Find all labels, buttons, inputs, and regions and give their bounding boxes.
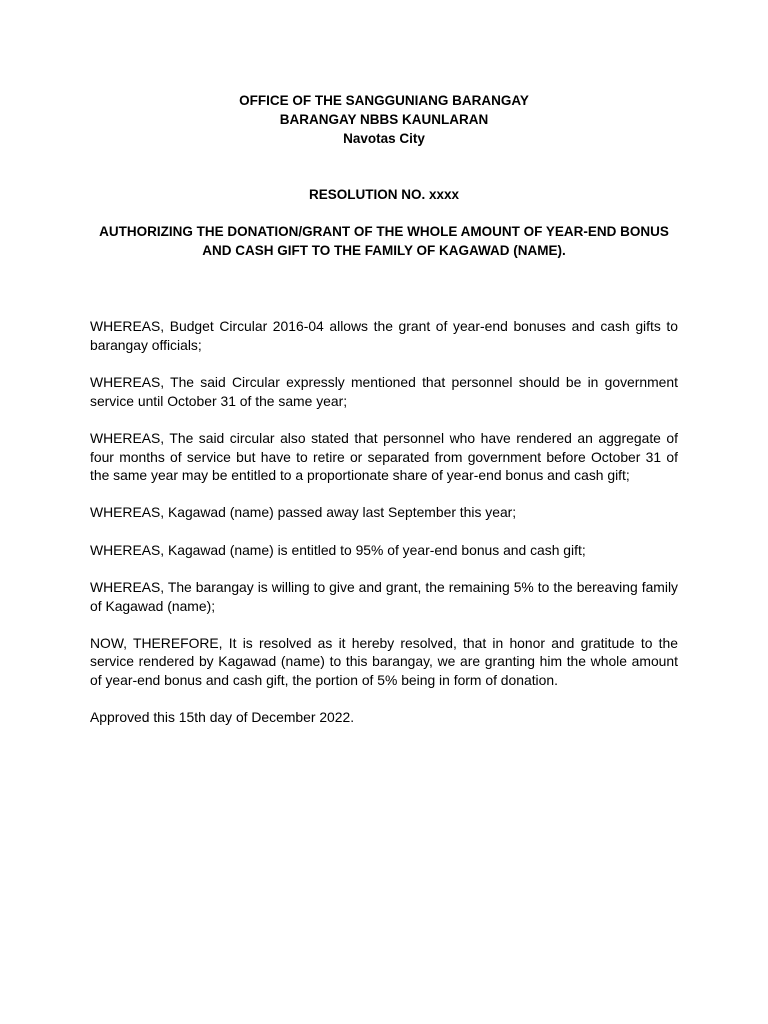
whereas-paragraph-4: WHEREAS, Kagawad (name) passed away last September this year; <box>90 504 517 521</box>
whereas-paragraph-3: WHEREAS, The said circular also stated that personnel who have rendered an aggregate of four months of service but have to retire or separated from government before October 31 of the same year may be entitled to a proportionate share of year-end bonus and cash gift; <box>90 429 678 484</box>
whereas-paragraph-2: WHEREAS, The said Circular expressly mentioned that personnel should be in government service until October 31 of the same year; <box>90 373 678 409</box>
resolution-title <box>90 222 678 260</box>
barangay-name: BARANGAY NBBS KAUNLARAN <box>279 112 489 127</box>
resolution-body <box>90 317 678 746</box>
resolution-title-line-1: AUTHORIZING THE DONATION/GRANT OF THE WHOLE AMOUNT OF YEAR-END BONUS <box>99 224 669 239</box>
resolved-paragraph: NOW, THEREFORE, It is resolved as it hereby resolved, that in honor and gratitude to the service rendered by Kagawad (name) to this barangay, we are granting him the whole amount of year-end bonus and cash gift, the portion of 5% being in form of donation. <box>90 634 678 689</box>
resolution-number: RESOLUTION NO. xxxx <box>308 187 460 202</box>
document-header <box>90 91 678 148</box>
approval-date: Approved this 15th day of December 2022. <box>90 709 355 726</box>
city-name: Navotas City <box>343 131 425 146</box>
resolution-title-line-2: AND CASH GIFT TO THE FAMILY OF KAGAWAD (NAME). <box>202 243 566 258</box>
office-name: OFFICE OF THE SANGGUNIANG BARANGAY <box>239 93 529 108</box>
whereas-paragraph-5: WHEREAS, Kagawad (name) is entitled to 95% of year-end bonus and cash gift; <box>90 541 586 558</box>
whereas-paragraph-6: WHEREAS, The barangay is willing to give and grant, the remaining 5% to the bereaving family of Kagawad (name); <box>90 578 678 614</box>
whereas-paragraph-1: WHEREAS, Budget Circular 2016-04 allows the grant of year-end bonuses and cash gifts to barangay officials; <box>90 318 678 353</box>
